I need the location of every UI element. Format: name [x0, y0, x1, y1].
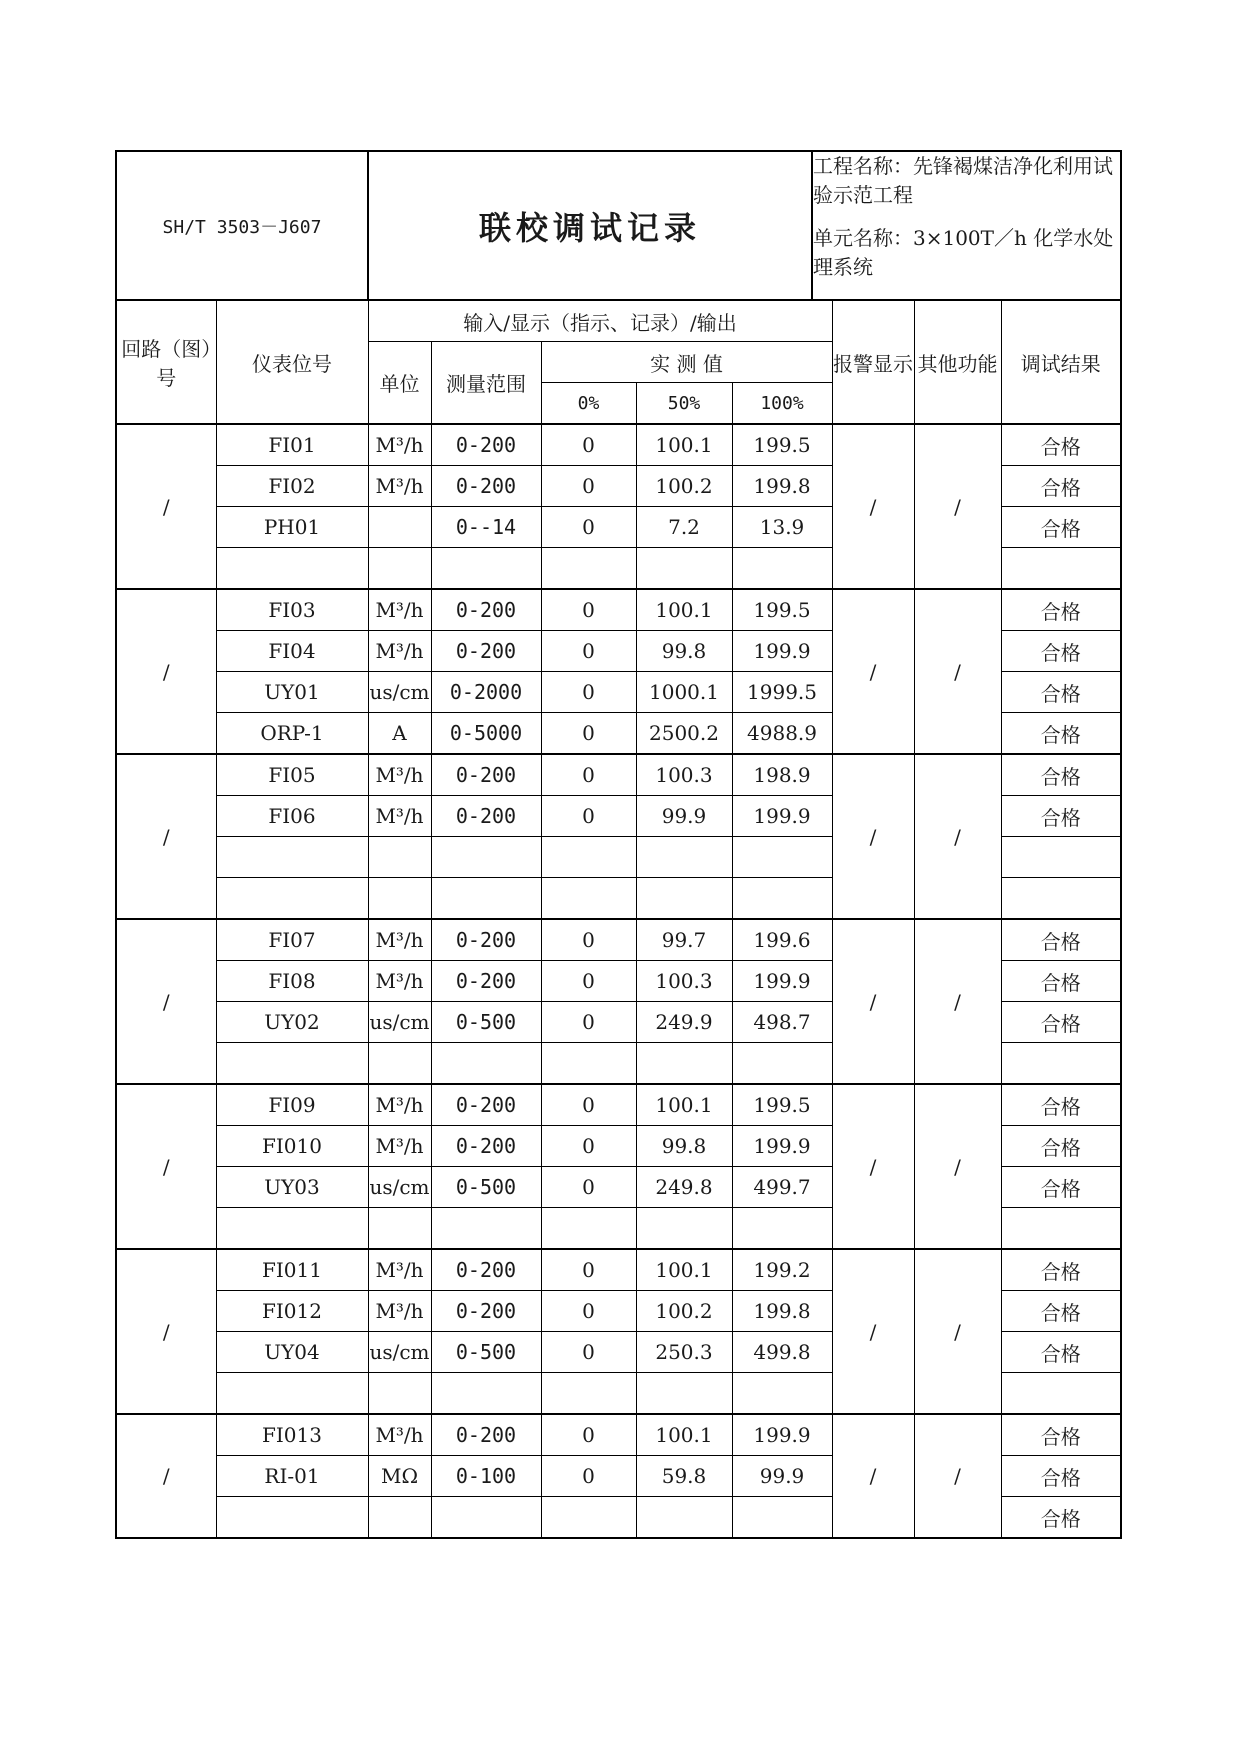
unit-name: 单元名称：3×100T／h 化学水处理系统	[813, 226, 1114, 279]
value-50: 59.8	[636, 1456, 732, 1497]
alarm-display: /	[832, 1414, 914, 1538]
range-cell	[431, 1373, 541, 1415]
value-100: 199.5	[732, 1084, 832, 1126]
header-io-group: 输入/显示（指示、记录）/输出	[368, 300, 832, 342]
value-100: 199.8	[732, 466, 832, 507]
test-result	[1001, 878, 1121, 920]
unit-cell: us/cm	[368, 1167, 431, 1208]
range-cell	[431, 878, 541, 920]
loop-number: /	[116, 1414, 216, 1538]
value-50	[636, 1208, 732, 1250]
test-result: 合格	[1001, 672, 1121, 713]
alarm-display: /	[832, 589, 914, 754]
value-0: 0	[541, 1167, 636, 1208]
value-50: 250.3	[636, 1332, 732, 1373]
value-50	[636, 878, 732, 920]
value-0: 0	[541, 1249, 636, 1291]
range-cell: 0-200	[431, 631, 541, 672]
instrument-tag	[216, 1497, 368, 1539]
loop-number: /	[116, 754, 216, 919]
header-result: 调试结果	[1001, 300, 1121, 424]
unit-cell: MΩ	[368, 1456, 431, 1497]
value-0: 0	[541, 919, 636, 961]
value-50: 100.1	[636, 1084, 732, 1126]
value-50: 7.2	[636, 507, 732, 548]
alarm-display: /	[832, 919, 914, 1084]
test-result: 合格	[1001, 1084, 1121, 1126]
value-50	[636, 1373, 732, 1415]
header-pct-50: 50%	[636, 383, 732, 425]
value-50	[636, 548, 732, 590]
instrument-tag: UY04	[216, 1332, 368, 1373]
range-cell: 0-200	[431, 589, 541, 631]
unit-cell: M³/h	[368, 466, 431, 507]
doc-code: SH/T 3503－J607	[116, 151, 368, 300]
header-pct-0: 0%	[541, 383, 636, 425]
value-0: 0	[541, 672, 636, 713]
value-0: 0	[541, 754, 636, 796]
value-0: 0	[541, 589, 636, 631]
header-unit: 单位	[368, 342, 431, 425]
range-cell: 0-200	[431, 961, 541, 1002]
range-cell: 0-500	[431, 1002, 541, 1043]
value-100: 1999.5	[732, 672, 832, 713]
test-result: 合格	[1001, 466, 1121, 507]
value-50: 100.1	[636, 1249, 732, 1291]
value-50	[636, 1497, 732, 1539]
instrument-tag: FI010	[216, 1126, 368, 1167]
range-cell: 0-500	[431, 1167, 541, 1208]
instrument-tag: FI09	[216, 1084, 368, 1126]
instrument-tag: FI05	[216, 754, 368, 796]
table-row	[116, 589, 1121, 631]
test-result: 合格	[1001, 1332, 1121, 1373]
test-result	[1001, 1208, 1121, 1250]
value-50: 100.2	[636, 466, 732, 507]
value-100: 199.8	[732, 1291, 832, 1332]
unit-cell	[368, 1208, 431, 1250]
value-0: 0	[541, 1414, 636, 1456]
instrument-tag: UY01	[216, 672, 368, 713]
value-50: 100.1	[636, 589, 732, 631]
loop-number: /	[116, 1084, 216, 1249]
test-result: 合格	[1001, 713, 1121, 755]
value-50: 99.7	[636, 919, 732, 961]
instrument-tag	[216, 1373, 368, 1415]
range-cell: 0-200	[431, 1249, 541, 1291]
range-cell	[431, 1208, 541, 1250]
range-cell: 0-200	[431, 754, 541, 796]
alarm-display: /	[832, 1084, 914, 1249]
unit-cell: M³/h	[368, 1291, 431, 1332]
instrument-tag: UY02	[216, 1002, 368, 1043]
unit-cell: M³/h	[368, 796, 431, 837]
unit-cell	[368, 1497, 431, 1539]
value-50: 99.9	[636, 796, 732, 837]
instrument-tag: FI03	[216, 589, 368, 631]
value-50: 249.9	[636, 1002, 732, 1043]
test-result: 合格	[1001, 796, 1121, 837]
test-result	[1001, 837, 1121, 878]
instrument-tag: FI04	[216, 631, 368, 672]
instrument-tag: FI01	[216, 424, 368, 466]
table-row	[116, 1414, 1121, 1456]
value-50: 249.8	[636, 1167, 732, 1208]
value-0: 0	[541, 713, 636, 755]
unit-cell	[368, 507, 431, 548]
unit-cell: M³/h	[368, 1126, 431, 1167]
sheet-header	[115, 150, 1122, 301]
page-title: 联校调试记录	[368, 151, 812, 300]
test-result: 合格	[1001, 1291, 1121, 1332]
alarm-display: /	[832, 424, 914, 589]
value-0: 0	[541, 631, 636, 672]
value-0: 0	[541, 1456, 636, 1497]
value-100	[732, 1043, 832, 1085]
header-measured: 实 测 值	[541, 342, 832, 383]
test-result: 合格	[1001, 1167, 1121, 1208]
header-instrument: 仪表位号	[216, 300, 368, 424]
test-result: 合格	[1001, 1497, 1121, 1539]
instrument-tag: FI013	[216, 1414, 368, 1456]
range-cell	[431, 1043, 541, 1085]
value-0: 0	[541, 1084, 636, 1126]
test-result: 合格	[1001, 1126, 1121, 1167]
value-0: 0	[541, 507, 636, 548]
other-function: /	[914, 424, 1001, 589]
value-50	[636, 837, 732, 878]
unit-cell: M³/h	[368, 1414, 431, 1456]
value-100	[732, 548, 832, 590]
project-info	[812, 151, 1121, 300]
unit-cell	[368, 1373, 431, 1415]
value-100: 199.2	[732, 1249, 832, 1291]
other-function: /	[914, 589, 1001, 754]
table-row	[116, 919, 1121, 961]
header-other: 其他功能	[914, 300, 1001, 424]
unit-cell: M³/h	[368, 754, 431, 796]
range-cell: 0-200	[431, 466, 541, 507]
alarm-display: /	[832, 754, 914, 919]
value-100: 498.7	[732, 1002, 832, 1043]
unit-cell	[368, 1043, 431, 1085]
value-100: 499.8	[732, 1332, 832, 1373]
value-100	[732, 1373, 832, 1415]
value-100	[732, 1208, 832, 1250]
value-100: 499.7	[732, 1167, 832, 1208]
value-0: 0	[541, 961, 636, 1002]
range-cell	[431, 548, 541, 590]
range-cell: 0-100	[431, 1456, 541, 1497]
value-0	[541, 878, 636, 920]
header-pct-100: 100%	[732, 383, 832, 425]
value-50: 2500.2	[636, 713, 732, 755]
instrument-tag: UY03	[216, 1167, 368, 1208]
loop-number: /	[116, 1249, 216, 1414]
value-100: 199.5	[732, 589, 832, 631]
unit-cell	[368, 548, 431, 590]
test-result	[1001, 1373, 1121, 1415]
header-range: 测量范围	[431, 342, 541, 425]
value-0: 0	[541, 1332, 636, 1373]
value-100: 13.9	[732, 507, 832, 548]
value-0: 0	[541, 1126, 636, 1167]
value-100: 99.9	[732, 1456, 832, 1497]
test-result: 合格	[1001, 754, 1121, 796]
range-cell: 0-200	[431, 919, 541, 961]
value-50: 100.3	[636, 961, 732, 1002]
value-50: 100.1	[636, 424, 732, 466]
value-0: 0	[541, 424, 636, 466]
other-function: /	[914, 754, 1001, 919]
unit-cell: M³/h	[368, 1249, 431, 1291]
instrument-tag	[216, 1043, 368, 1085]
range-cell: 0-200	[431, 1084, 541, 1126]
value-100: 199.6	[732, 919, 832, 961]
test-result: 合格	[1001, 1002, 1121, 1043]
unit-cell: M³/h	[368, 631, 431, 672]
test-result: 合格	[1001, 424, 1121, 466]
range-cell: 0-2000	[431, 672, 541, 713]
range-cell	[431, 837, 541, 878]
instrument-tag: FI012	[216, 1291, 368, 1332]
value-100: 4988.9	[732, 713, 832, 755]
calibration-table	[115, 299, 1122, 1539]
test-result: 合格	[1001, 1456, 1121, 1497]
value-0	[541, 1208, 636, 1250]
value-100: 199.9	[732, 1414, 832, 1456]
value-0	[541, 837, 636, 878]
value-50: 1000.1	[636, 672, 732, 713]
value-0: 0	[541, 1002, 636, 1043]
value-0: 0	[541, 796, 636, 837]
range-cell: 0-500	[431, 1332, 541, 1373]
range-cell: 0-200	[431, 424, 541, 466]
instrument-tag: FI08	[216, 961, 368, 1002]
test-result	[1001, 548, 1121, 590]
table-row	[116, 1249, 1121, 1291]
loop-number: /	[116, 919, 216, 1084]
instrument-tag	[216, 837, 368, 878]
record-sheet	[115, 150, 1120, 1539]
instrument-tag: FI06	[216, 796, 368, 837]
header-alarm: 报警显示	[832, 300, 914, 424]
range-cell: 0-200	[431, 1126, 541, 1167]
instrument-tag: FI02	[216, 466, 368, 507]
instrument-tag	[216, 1208, 368, 1250]
unit-cell	[368, 878, 431, 920]
value-100: 199.9	[732, 631, 832, 672]
range-cell: 0-5000	[431, 713, 541, 755]
value-50: 100.3	[636, 754, 732, 796]
value-0	[541, 1373, 636, 1415]
unit-cell: us/cm	[368, 1002, 431, 1043]
instrument-tag: PH01	[216, 507, 368, 548]
test-result	[1001, 1043, 1121, 1085]
instrument-tag: FI07	[216, 919, 368, 961]
instrument-tag: RI-01	[216, 1456, 368, 1497]
value-100	[732, 1497, 832, 1539]
value-50: 99.8	[636, 631, 732, 672]
value-100: 199.9	[732, 1126, 832, 1167]
table-row	[116, 1084, 1121, 1126]
value-50: 100.1	[636, 1414, 732, 1456]
range-cell: 0-200	[431, 1291, 541, 1332]
value-100: 198.9	[732, 754, 832, 796]
value-0	[541, 1497, 636, 1539]
unit-cell: M³/h	[368, 424, 431, 466]
test-result: 合格	[1001, 1414, 1121, 1456]
value-0: 0	[541, 1291, 636, 1332]
instrument-tag	[216, 878, 368, 920]
loop-number: /	[116, 424, 216, 589]
value-50	[636, 1043, 732, 1085]
unit-cell	[368, 837, 431, 878]
unit-cell: M³/h	[368, 919, 431, 961]
range-cell	[431, 1497, 541, 1539]
range-cell: 0-200	[431, 1414, 541, 1456]
other-function: /	[914, 1249, 1001, 1414]
range-cell: 0-200	[431, 796, 541, 837]
unit-cell: us/cm	[368, 1332, 431, 1373]
unit-cell: M³/h	[368, 1084, 431, 1126]
test-result: 合格	[1001, 631, 1121, 672]
value-100: 199.9	[732, 961, 832, 1002]
loop-number: /	[116, 589, 216, 754]
unit-cell: us/cm	[368, 672, 431, 713]
instrument-tag	[216, 548, 368, 590]
table-row	[116, 424, 1121, 466]
value-100	[732, 837, 832, 878]
test-result: 合格	[1001, 1249, 1121, 1291]
value-100: 199.9	[732, 796, 832, 837]
value-100: 199.5	[732, 424, 832, 466]
test-result: 合格	[1001, 919, 1121, 961]
value-0	[541, 1043, 636, 1085]
unit-cell: M³/h	[368, 589, 431, 631]
value-0: 0	[541, 466, 636, 507]
test-result: 合格	[1001, 507, 1121, 548]
instrument-tag: ORP-1	[216, 713, 368, 755]
other-function: /	[914, 919, 1001, 1084]
value-100	[732, 878, 832, 920]
value-50: 99.8	[636, 1126, 732, 1167]
test-result: 合格	[1001, 589, 1121, 631]
value-0	[541, 548, 636, 590]
range-cell: 0--14	[431, 507, 541, 548]
value-50: 100.2	[636, 1291, 732, 1332]
project-name: 工程名称：先锋褐煤洁净化利用试验示范工程	[813, 154, 1113, 207]
unit-cell: M³/h	[368, 961, 431, 1002]
header-loop: 回路（图）号	[116, 300, 216, 424]
test-result: 合格	[1001, 961, 1121, 1002]
other-function: /	[914, 1414, 1001, 1538]
alarm-display: /	[832, 1249, 914, 1414]
unit-cell: A	[368, 713, 431, 755]
table-row	[116, 754, 1121, 796]
instrument-tag: FI011	[216, 1249, 368, 1291]
other-function: /	[914, 1084, 1001, 1249]
